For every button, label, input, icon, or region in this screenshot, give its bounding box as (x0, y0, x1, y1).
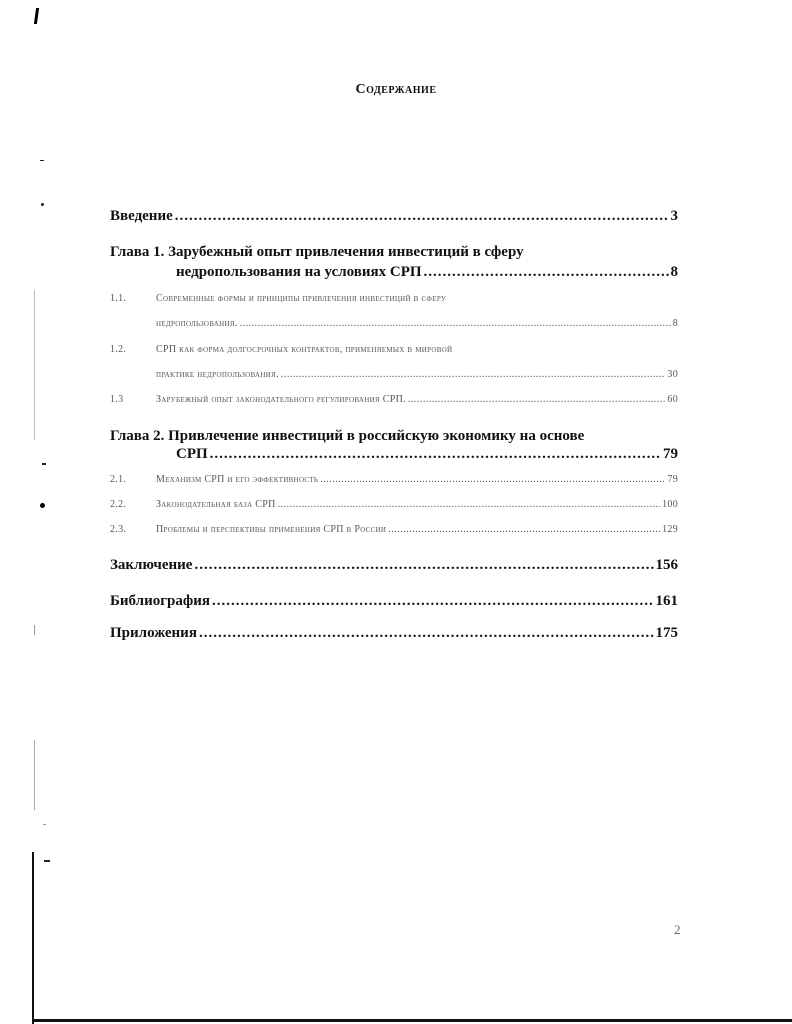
toc-entry-intro (110, 208, 678, 225)
toc-entry-page: 30 (667, 369, 678, 380)
scan-artifact-dot (41, 203, 44, 206)
toc-leader-dots (424, 264, 669, 281)
chapter1-title-line2: недропользования на условиях СРП (176, 264, 422, 280)
toc-entry-page: 156 (655, 557, 678, 573)
toc-leader-dots (408, 394, 665, 405)
toc-entry-page: 79 (663, 446, 678, 462)
toc-entry-section-2-3 (110, 524, 678, 535)
toc-entry-page: 8 (672, 318, 678, 329)
toc-entry-page: 8 (670, 264, 678, 280)
chapter2-title-line2: СРП (176, 446, 208, 462)
toc-entry-page: 100 (662, 499, 678, 510)
toc-entry-section-1-1 (156, 318, 678, 329)
section-title-text: Зарубежный опыт законодательного регулирования СРП. (156, 394, 406, 405)
toc-leader-dots (320, 474, 665, 485)
toc-entry-page: 161 (655, 593, 678, 609)
toc-leader-dots (212, 593, 653, 610)
toc-entry-conclusion (110, 557, 678, 574)
toc-leader-dots (194, 557, 653, 574)
page-number: 2 (674, 922, 681, 937)
section-title-text: Проблемы и перспективы применения СРП в России (156, 524, 387, 535)
section-title-line2: недропользования. (156, 318, 238, 329)
section-title (110, 524, 386, 535)
section-title: Современные формы и принципы привлечения инвестиций в сферу (156, 293, 447, 304)
toc-entry-appendix (110, 625, 678, 642)
toc-entry-section-1-3 (110, 394, 678, 405)
scan-artifact-dot (42, 463, 46, 465)
scan-artifact-line (34, 625, 35, 635)
toc-entry-label: Введение (110, 208, 173, 224)
section-title (110, 394, 406, 405)
toc-entry-bibliography (110, 593, 678, 610)
toc-leader-dots (240, 318, 671, 329)
scan-edge-left (32, 852, 34, 1024)
toc-entry-chapter1 (176, 264, 678, 281)
toc-entry-page: 60 (667, 394, 678, 405)
section-1-2-line1 (110, 344, 452, 355)
toc-entry-page: 3 (670, 208, 678, 224)
toc-entry-page: 175 (655, 625, 678, 641)
toc-entry-label: Приложения (110, 625, 197, 641)
scan-edge-bottom (32, 1019, 792, 1022)
toc-entry-page: 79 (667, 474, 678, 485)
chapter1-title-line1: Глава 1. Зарубежный опыт привлечения инвестиций в сферу (110, 244, 524, 260)
section-number: 1.1. (110, 293, 127, 304)
scan-artifact-mark (34, 8, 39, 24)
toc-leader-dots (281, 369, 666, 380)
section-title (110, 474, 318, 485)
scan-artifact-dot (40, 503, 45, 508)
scan-artifact-line (34, 290, 35, 440)
page-title: Содержание (355, 82, 437, 97)
section-1-1-line1 (110, 293, 446, 304)
scan-artifact-dot (40, 160, 44, 161)
section-title: СРП как форма долгосрочных контрактов, применяемых в мировой (156, 344, 453, 355)
scan-artifact-dot (44, 860, 50, 862)
section-title-text: Механизм СРП и его эффективность (156, 474, 319, 485)
toc-entry-label: Библиография (110, 593, 211, 609)
scan-artifact-dot (43, 824, 46, 825)
scan-artifact-line (34, 740, 35, 810)
section-number: 2.1. (110, 474, 127, 485)
section-number: 1.2. (110, 344, 127, 355)
toc-leader-dots (199, 625, 654, 642)
toc-entry-page: 129 (662, 524, 678, 535)
toc-entry-section-2-1 (110, 474, 678, 485)
section-title-text: Законодательная база СРП (156, 499, 276, 510)
section-number: 2.3. (110, 524, 127, 535)
toc-leader-dots (388, 524, 660, 535)
toc-entry-section-2-2 (110, 499, 678, 510)
section-number: 2.2. (110, 499, 127, 510)
toc-entry-section-1-2 (156, 369, 678, 380)
section-number: 1.3 (110, 394, 124, 405)
toc-leader-dots (175, 208, 669, 225)
toc-leader-dots (210, 446, 661, 463)
chapter2-title-line1: Глава 2. Привлечение инвестиций в российскую экономику на основе (110, 428, 585, 444)
toc-entry-chapter2 (176, 446, 678, 463)
toc-leader-dots (278, 499, 660, 510)
toc-entry-label: Заключение (110, 557, 193, 573)
section-title (110, 499, 276, 510)
section-title-line2: практике недропользования. (156, 369, 279, 380)
